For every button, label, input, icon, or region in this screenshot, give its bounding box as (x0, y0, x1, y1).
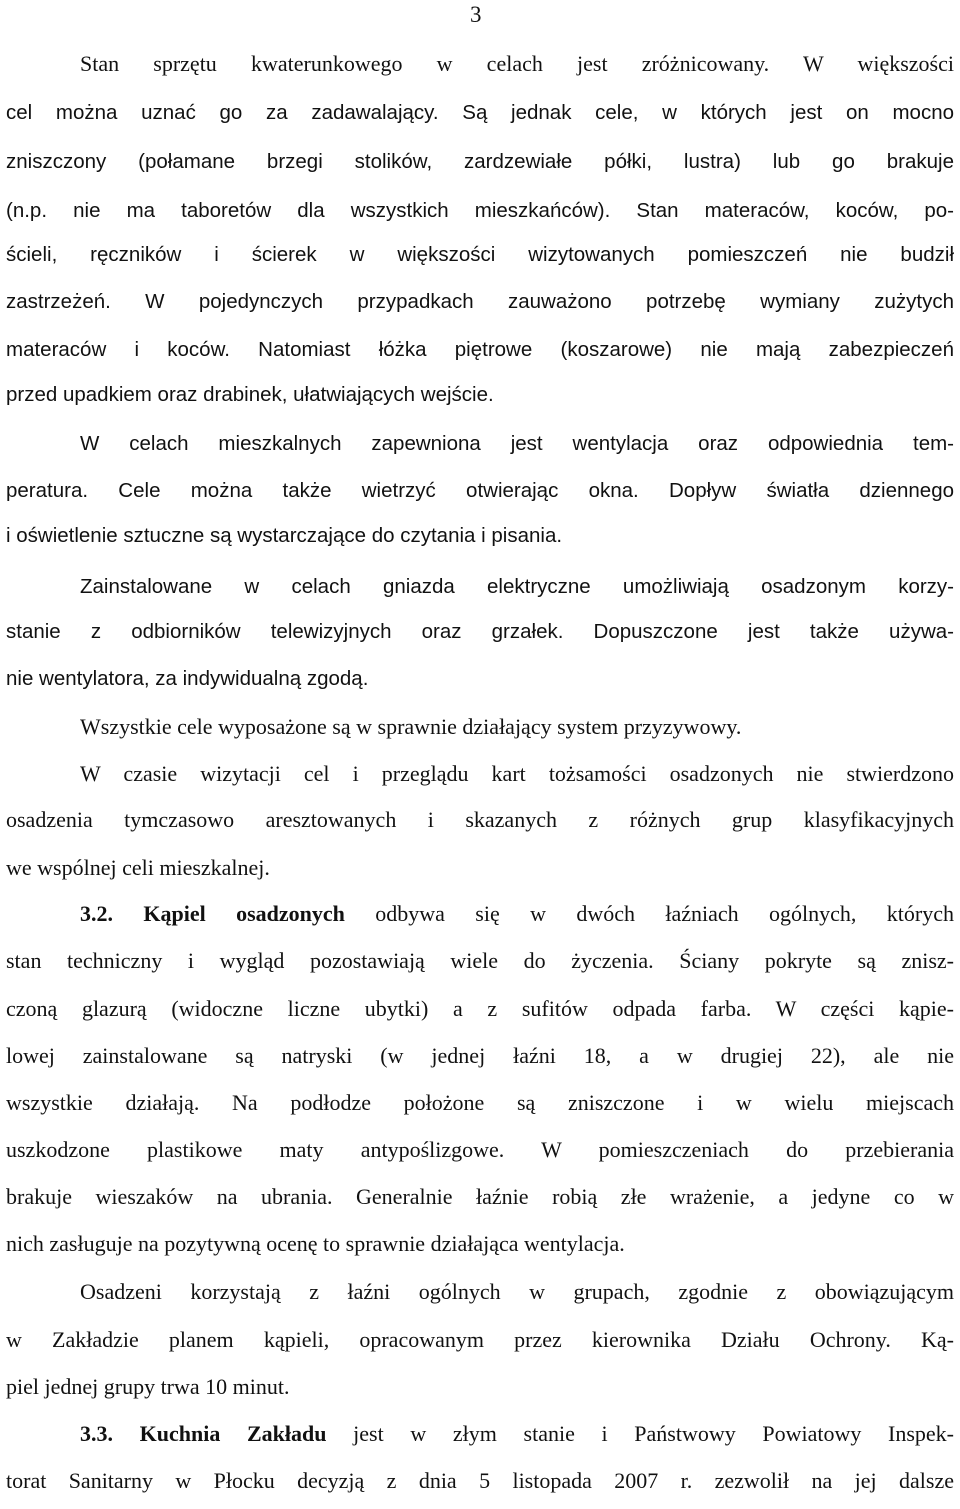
line-text: materaców i koców. Natomiast łóżka piętrowe (koszarowe) nie mają zabezpieczeń (6, 338, 954, 361)
line-text: uszkodzone plastikowe maty antypoślizgowe. W pomieszczeniach do przebierania (6, 1137, 954, 1162)
text-line (80, 1277, 954, 1307)
text-line (6, 1229, 954, 1259)
line-text: w Zakładzie planem kąpieli, opracowanym przez kierownika Działu Ochrony. Ką- (6, 1327, 954, 1352)
text-line (6, 853, 954, 883)
line-text: (n.p. nie ma taboretów dla wszystkich mieszkańców). Stan materaców, koców, po- (6, 199, 954, 222)
line-text: Stan sprzętu kwaterunkowego w celach jest zróżnicowany. W większości (80, 51, 954, 76)
text-line (6, 1325, 954, 1355)
text-line (6, 805, 954, 835)
text-line (80, 572, 954, 602)
text-line (6, 476, 954, 506)
section-number: 3.3. (80, 1421, 140, 1446)
section-heading: Kuchnia Zakładu (139, 1421, 327, 1446)
line-text: lowej zainstalowane są natryski (w jednej łaźni 18, a w drugiej 22), ale nie (6, 1043, 954, 1068)
text-line (6, 335, 954, 365)
line-text: peratura. Cele można także wietrzyć otwierając okna. Dopływ światła dziennego (6, 479, 954, 502)
text-line (6, 1466, 954, 1496)
text-line (6, 617, 954, 647)
line-text: zniszczony (połamane brzegi stolików, zardzewiałe półki, lustra) lub go brakuje (6, 150, 954, 173)
text-line (6, 380, 954, 410)
line-text: Wszystkie cele wyposażone są w sprawnie działający system przyzywowy. (80, 714, 742, 739)
line-text: W czasie wizytacji cel i przeglądu kart tożsamości osadzonych nie stwierdzono (80, 761, 954, 786)
line-text: nie wentylatora, za indywidualną zgodą. (6, 667, 369, 690)
line-text: i oświetlenie sztuczne są wystarczające do czytania i pisania. (6, 524, 563, 547)
text-line (80, 49, 954, 79)
line-text: czoną glazurą (widoczne liczne ubytki) a z sufitów odpada farba. W części kąpie- (6, 996, 954, 1021)
text-line (6, 1088, 954, 1118)
line-text: stan techniczny i wygląd pozostawiają wiele do życzenia. Ściany pokryte są znisz- (6, 948, 954, 973)
line-text: W celach mieszkalnych zapewniona jest wentylacja oraz odpowiednia tem- (80, 432, 954, 455)
text-line (6, 521, 954, 551)
text-line (80, 712, 954, 742)
line-text: torat Sanitarny w Płocku decyzją z dnia 5 listopada 2007 r. zezwolił na jej dalsze (6, 1468, 954, 1493)
section-heading: Kąpiel osadzonych (143, 901, 345, 926)
text-line (6, 1135, 954, 1165)
line-text: stanie z odbiorników telewizyjnych oraz grzałek. Dopuszczone jest także używa- (6, 620, 954, 643)
line-text: piel jednej grupy trwa 10 minut. (6, 1374, 290, 1399)
section-number: 3.2. (80, 901, 144, 926)
line-text: wszystkie działają. Na podłodze położone są zniszczone i w wielu miejscach (6, 1090, 954, 1115)
line-text: odbywa się w dwóch łaźniach ogólnych, których (344, 901, 954, 926)
line-text: Zainstalowane w celach gniazda elektryczne umożliwiają osadzonym korzy- (80, 575, 954, 598)
line-text: brakuje wieszaków na ubrania. Generalnie łaźnie robią złe wrażenie, a jedyne co w (6, 1184, 954, 1209)
text-line (6, 1041, 954, 1071)
line-text: we wspólnej celi mieszkalnej. (6, 855, 270, 880)
text-line (6, 98, 954, 128)
line-text: zastrzeżeń. W pojedynczych przypadkach zauważono potrzebę wymiany zużytych (6, 290, 954, 313)
line-text: nich zasługuje na pozytywną ocenę to sprawnie działająca wentylacja. (6, 1231, 625, 1256)
page-number: 3 (470, 2, 482, 27)
text-line (6, 196, 954, 226)
line-text: jest w złym stanie i Państwowy Powiatowy Inspek- (326, 1421, 954, 1446)
text-line (6, 946, 954, 976)
text-line (6, 1182, 954, 1212)
text-line (6, 1372, 954, 1402)
text-line (80, 899, 954, 929)
line-text: Osadzeni korzystają z łaźni ogólnych w grupach, zgodnie z obowiązującym (80, 1279, 954, 1304)
text-line (80, 429, 954, 459)
line-text: przed upadkiem oraz drabinek, ułatwiających wejście. (6, 383, 494, 406)
text-line (6, 664, 954, 694)
line-text: cel można uznać go za zadawalający. Są jednak cele, w których jest on mocno (6, 101, 954, 124)
line-text: osadzenia tymczasowo aresztowanych i skazanych z różnych grup klasyfikacyjnych (6, 807, 954, 832)
line-text: ścieli, ręczników i ścierek w większości wizytowanych pomieszczeń nie budził (6, 243, 954, 266)
text-line (6, 994, 954, 1024)
text-line (6, 287, 954, 317)
text-line (6, 240, 954, 270)
text-line (80, 759, 954, 789)
text-line (80, 1419, 954, 1449)
text-line (6, 147, 954, 177)
